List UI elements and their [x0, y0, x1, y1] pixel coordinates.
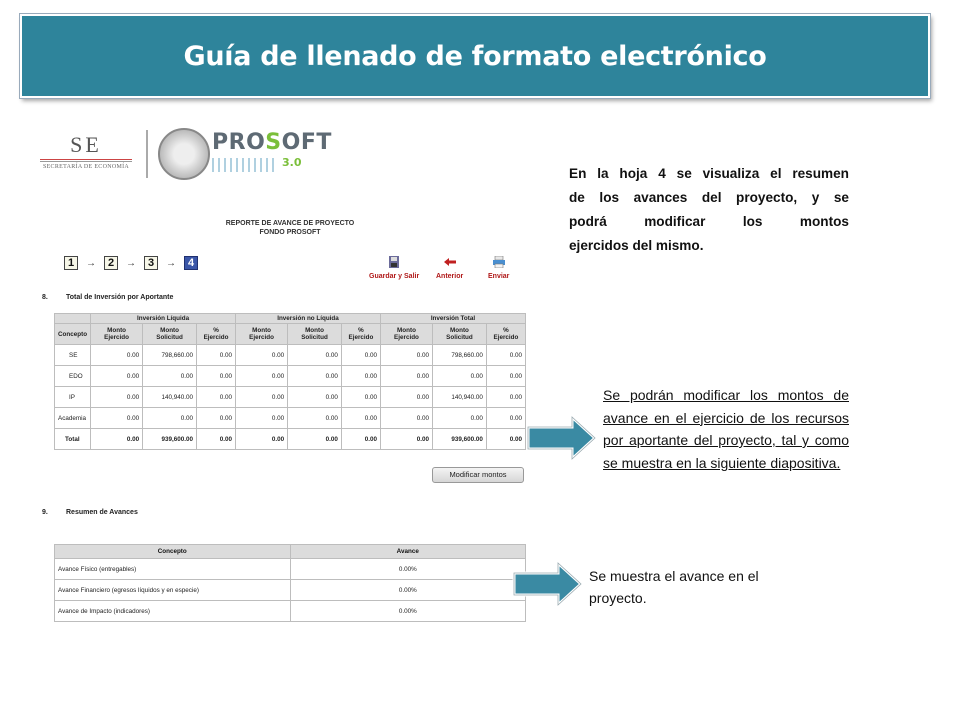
prosoft-logo-post: OFT — [281, 130, 332, 155]
step-1-button[interactable]: 1 — [64, 256, 78, 270]
table-row — [55, 601, 526, 622]
sub-header: Monto Ejercido — [380, 324, 432, 345]
progress-value: 0.00% — [290, 601, 526, 622]
group-header-total: Inversión Total — [380, 314, 525, 324]
sub-header: Monto Solicitud — [143, 324, 197, 345]
send-button[interactable] — [488, 256, 509, 280]
report-title-line2: FONDO PROSOFT — [259, 229, 321, 236]
section-9-number: 9. — [42, 509, 48, 516]
row-concept: Total — [55, 429, 91, 450]
cell: 0.00 — [236, 366, 288, 387]
cell: 0.00 — [91, 387, 143, 408]
save-icon — [387, 256, 401, 268]
table-row — [55, 366, 526, 387]
cell: 798,660.00 — [433, 345, 487, 366]
sub-header: Monto Ejercido — [91, 324, 143, 345]
national-seal-icon — [158, 128, 210, 180]
send-label: Enviar — [488, 273, 510, 280]
cell: 0.00 — [197, 366, 236, 387]
cell: 0.00 — [380, 429, 432, 450]
cell: 0.00 — [486, 429, 525, 450]
cell: 0.00 — [288, 408, 342, 429]
cell: 0.00 — [380, 345, 432, 366]
table-row — [55, 408, 526, 429]
cell: 0.00 — [197, 387, 236, 408]
slide-title-bar — [20, 14, 930, 98]
row-concept: IP — [55, 387, 91, 408]
cell: 0.00 — [236, 345, 288, 366]
step-3-button[interactable]: 3 — [144, 256, 158, 270]
group-header-liquida: Inversión Líquida — [91, 314, 236, 324]
step-arrow-icon: → — [166, 257, 176, 269]
progress-concept: Avance Financiero (egresos líquidos y en especie) — [55, 580, 291, 601]
sub-header: Monto Ejercido — [236, 324, 288, 345]
modify-amounts-button[interactable]: Modificar montos — [432, 467, 524, 483]
cell: 0.00 — [486, 366, 525, 387]
row-concept: Academia — [55, 408, 91, 429]
previous-label: Anterior — [436, 273, 464, 280]
cell: 0.00 — [341, 345, 380, 366]
table-row — [55, 580, 526, 601]
prosoft-logo-s: S — [265, 130, 282, 155]
prosoft-version: 3.0 — [282, 156, 302, 169]
section-8-title: Total de Inversión por Aportante — [66, 294, 174, 301]
cell: 140,940.00 — [433, 387, 487, 408]
concept-header: Concepto — [55, 324, 91, 345]
save-and-exit-button[interactable] — [369, 256, 419, 280]
sub-header: Monto Solicitud — [288, 324, 342, 345]
cell: 140,940.00 — [143, 387, 197, 408]
cell: 939,600.00 — [143, 429, 197, 450]
total-row — [55, 429, 526, 450]
step-arrow-icon: → — [126, 257, 136, 269]
investment-table — [54, 313, 526, 450]
cell: 0.00 — [341, 387, 380, 408]
cell: 0.00 — [91, 408, 143, 429]
cell: 0.00 — [341, 408, 380, 429]
report-title — [180, 219, 400, 237]
progress-value: 0.00% — [290, 580, 526, 601]
cell: 0.00 — [288, 387, 342, 408]
back-arrow-icon — [443, 256, 457, 268]
table-row — [55, 387, 526, 408]
cell: 0.00 — [380, 408, 432, 429]
note-summary-line4: ejercidos del mismo. — [569, 238, 704, 253]
section-8-number: 8. — [42, 294, 48, 301]
cell: 0.00 — [433, 408, 487, 429]
prosoft-circuit-graphic — [212, 158, 278, 172]
progress-concept-header: Concepto — [55, 545, 291, 559]
cell: 0.00 — [288, 366, 342, 387]
progress-value-header: Avance — [290, 545, 526, 559]
cell: 0.00 — [91, 345, 143, 366]
se-logo-text: SE — [70, 132, 102, 157]
cell: 0.00 — [341, 366, 380, 387]
step-arrow-icon: → — [86, 257, 96, 269]
arrow-right-icon — [526, 414, 598, 462]
progress-concept: Avance de Impacto (indicadores) — [55, 601, 291, 622]
cell: 0.00 — [236, 429, 288, 450]
note-summary-line1: En la hoja 4 se visualiza el resumen — [569, 166, 849, 181]
progress-concept: Avance Físico (entregables) — [55, 559, 291, 580]
row-concept: SE — [55, 345, 91, 366]
note-progress: Se muestra el avance en el proyecto. — [589, 568, 759, 606]
sub-header: % Ejercido — [341, 324, 380, 345]
step-4-button[interactable]: 4 — [184, 256, 198, 270]
prosoft-logo-pre: PRO — [212, 130, 266, 155]
se-logo — [40, 132, 132, 170]
cell: 0.00 — [380, 387, 432, 408]
prosoft-logo — [212, 130, 332, 155]
cell: 0.00 — [197, 345, 236, 366]
cell: 0.00 — [236, 387, 288, 408]
cell: 0.00 — [486, 408, 525, 429]
cell: 0.00 — [380, 366, 432, 387]
report-title-line1: REPORTE DE AVANCE DE PROYECTO — [225, 220, 355, 227]
cell: 0.00 — [341, 429, 380, 450]
cell: 0.00 — [143, 366, 197, 387]
arrow-right-icon — [512, 560, 584, 608]
logo-divider — [146, 130, 148, 178]
progress-value: 0.00% — [290, 559, 526, 580]
cell: 798,660.00 — [143, 345, 197, 366]
cell: 939,600.00 — [433, 429, 487, 450]
cell: 0.00 — [288, 345, 342, 366]
printer-icon — [492, 256, 506, 268]
cell: 0.00 — [433, 366, 487, 387]
step-navigation — [64, 256, 198, 270]
note-summary-line3: podrá modificar los montos — [569, 214, 849, 229]
table-row — [55, 345, 526, 366]
cell: 0.00 — [91, 429, 143, 450]
cell: 0.00 — [197, 408, 236, 429]
logo-area — [40, 126, 340, 182]
table-header-blank — [55, 314, 91, 324]
note-modify-amounts: Se podrán modificar los montos de avance en el ejercicio de los recursos por aportante del proyecto, tal y como se muestra en la siguiente diapositiva. — [603, 387, 849, 471]
step-2-button[interactable]: 2 — [104, 256, 118, 270]
sub-header: Monto Solicitud — [433, 324, 487, 345]
cell: 0.00 — [91, 366, 143, 387]
sub-header: % Ejercido — [197, 324, 236, 345]
sub-header: % Ejercido — [486, 324, 525, 345]
cell: 0.00 — [486, 345, 525, 366]
previous-button[interactable] — [436, 256, 463, 280]
progress-table — [54, 544, 526, 622]
cell: 0.00 — [486, 387, 525, 408]
section-9-title: Resumen de Avances — [66, 509, 138, 516]
cell: 0.00 — [288, 429, 342, 450]
note-summary-line2: de los avances del proyecto, y se — [569, 190, 849, 205]
row-concept: EDO — [55, 366, 91, 387]
se-logo-subtitle: SECRETARÍA DE ECONOMÍA — [42, 164, 130, 170]
group-header-no-liquida: Inversión no Líquida — [236, 314, 381, 324]
table-row — [55, 559, 526, 580]
cell: 0.00 — [143, 408, 197, 429]
cell: 0.00 — [236, 408, 288, 429]
cell: 0.00 — [197, 429, 236, 450]
slide-title: Guía de llenado de formato electrónico — [183, 40, 767, 72]
note-summary — [569, 162, 849, 258]
save-and-exit-label: Guardar y Salir — [369, 273, 420, 280]
